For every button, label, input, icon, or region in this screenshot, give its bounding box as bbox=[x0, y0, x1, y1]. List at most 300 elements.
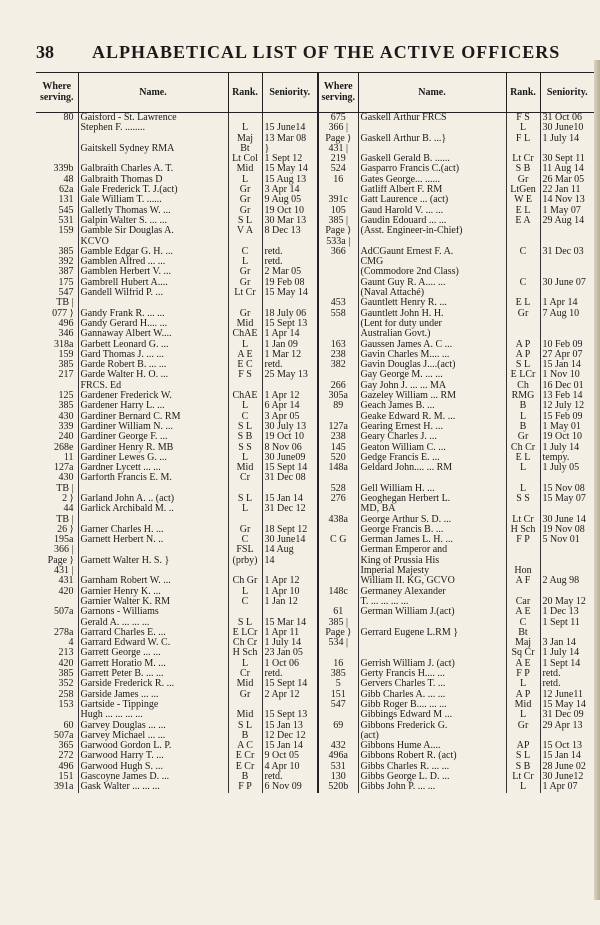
left-name-cell: Garwood Gordon L. P. bbox=[78, 741, 228, 751]
right-rank-cell: Ch bbox=[506, 381, 540, 391]
table-row bbox=[36, 309, 594, 319]
left-name-cell: FRCS. Ed bbox=[78, 381, 228, 391]
left-seniority-cell: 1 Apr 12 bbox=[262, 391, 318, 401]
right-seniority-cell bbox=[540, 566, 594, 576]
left-serving-cell: 339 bbox=[36, 422, 78, 432]
table-row bbox=[36, 669, 594, 679]
table-row bbox=[36, 154, 594, 164]
right-rank-cell: A P bbox=[506, 350, 540, 360]
col-header-seniority-left: Seniority. bbox=[262, 73, 318, 113]
table-row bbox=[36, 443, 594, 453]
left-name-cell: Hugh ... ... ... ... bbox=[78, 710, 228, 720]
left-seniority-cell: 2 Mar 05 bbox=[262, 267, 318, 277]
left-serving-cell bbox=[36, 123, 78, 133]
left-name-cell: Garrard Charles E. ... bbox=[78, 628, 228, 638]
left-serving-cell: 26 ⟩ bbox=[36, 525, 78, 535]
left-name-cell: Gaitskell Sydney RMA bbox=[78, 144, 228, 154]
left-seniority-cell: 15 Mar 14 bbox=[262, 618, 318, 628]
left-serving-cell: TB | bbox=[36, 515, 78, 525]
right-serving-cell: Page ⟩ bbox=[318, 628, 358, 638]
right-name-cell: German William J.(act) bbox=[358, 607, 506, 617]
left-serving-cell: TB | bbox=[36, 298, 78, 308]
right-name-cell: Gibbons Frederick G. bbox=[358, 721, 506, 731]
left-name-cell: Gannaway Albert W.... bbox=[78, 329, 228, 339]
right-rank-cell bbox=[506, 545, 540, 555]
right-name-cell: Gauntlett Henry R. ... bbox=[358, 298, 506, 308]
right-name-cell: Gaudin Edouard ... ... bbox=[358, 216, 506, 226]
right-rank-cell: F L bbox=[506, 134, 540, 144]
left-serving-cell: 531 bbox=[36, 216, 78, 226]
left-name-cell: Galpin Walter S. ... ... bbox=[78, 216, 228, 226]
right-serving-cell bbox=[318, 731, 358, 741]
right-seniority-cell: 16 Dec 01 bbox=[542, 380, 584, 391]
table-body bbox=[36, 113, 594, 793]
table-row bbox=[36, 123, 594, 133]
left-rank-cell: Gr bbox=[228, 278, 262, 288]
right-serving-cell: 385 | bbox=[318, 618, 358, 628]
right-rank-cell: A E bbox=[506, 607, 540, 617]
left-seniority-cell: retd. bbox=[262, 669, 318, 679]
left-serving-cell: 48 bbox=[36, 175, 78, 185]
right-name-cell: T. ... ... ... ... bbox=[358, 597, 506, 607]
table-row bbox=[36, 298, 594, 308]
table-row bbox=[36, 576, 594, 586]
right-name-cell bbox=[358, 237, 506, 247]
left-rank-cell bbox=[228, 484, 262, 494]
left-name-cell: Garrett Horatio M. ... bbox=[78, 659, 228, 669]
right-seniority-cell: 15 Nov 08 bbox=[542, 483, 585, 494]
left-serving-cell: 2 ⟩ bbox=[36, 494, 78, 504]
left-rank-cell: F P bbox=[228, 782, 262, 792]
left-name-cell: Gamble Edgar G. H. ... bbox=[78, 247, 228, 257]
right-seniority-cell: 30 June10 bbox=[542, 123, 584, 134]
right-serving-cell bbox=[318, 319, 358, 329]
table-row bbox=[36, 216, 594, 226]
left-rank-cell: S L bbox=[228, 618, 262, 628]
right-serving-cell: 238 bbox=[318, 432, 358, 442]
left-seniority-cell: 1 Apr 11 bbox=[262, 628, 318, 638]
left-serving-cell bbox=[36, 134, 78, 144]
right-seniority-cell: 1 Dec 13 bbox=[542, 607, 579, 618]
left-rank-cell: E LCr bbox=[228, 628, 262, 638]
left-name-cell: Gandell Wilfrid P. ... bbox=[78, 288, 228, 298]
left-rank-cell: Cr bbox=[228, 473, 262, 483]
left-serving-cell: 430 bbox=[36, 412, 78, 422]
left-name-cell: Garbett Leonard G. ... bbox=[78, 340, 228, 350]
right-name-cell: Gedge Francis E. ... bbox=[358, 453, 506, 463]
right-name-cell: Gaud Harold V. ... ... bbox=[358, 206, 506, 216]
right-name-cell: Gazeley William ... RM bbox=[358, 391, 506, 401]
right-rank-cell: Bt bbox=[506, 628, 540, 638]
right-seniority-cell: 30 Sept 11 bbox=[542, 154, 585, 165]
left-serving-cell: 60 bbox=[36, 721, 78, 731]
col-header-name-left: Name. bbox=[78, 73, 228, 113]
left-seniority-cell: 31 Dec 08 bbox=[262, 473, 318, 483]
left-rank-cell: Bt bbox=[228, 144, 262, 154]
left-seniority-cell bbox=[262, 113, 318, 124]
right-seniority-cell: 15 Jan 14 bbox=[542, 360, 581, 371]
table-row bbox=[36, 381, 594, 391]
table-row bbox=[36, 401, 594, 411]
right-name-cell: Gibb Charles A. ... ... bbox=[358, 690, 506, 700]
right-name-cell: Gibbs George L. D. ... bbox=[358, 772, 506, 782]
right-rank-cell: Car bbox=[506, 597, 540, 607]
right-name-cell: Gerrard Eugene L.RM } bbox=[358, 628, 506, 638]
left-name-cell bbox=[78, 566, 228, 576]
right-seniority-cell bbox=[540, 587, 594, 597]
left-seniority-cell bbox=[262, 298, 318, 308]
left-seniority-cell: 15 Jan 13 bbox=[262, 721, 318, 731]
table-row bbox=[36, 535, 594, 545]
left-rank-cell: S B bbox=[228, 432, 262, 442]
left-seniority-cell: 1 Mar 12 bbox=[262, 350, 318, 360]
right-serving-cell bbox=[318, 412, 358, 422]
left-serving-cell: 507a bbox=[36, 731, 78, 741]
left-name-cell: Gardner Lycett ... ... bbox=[78, 463, 228, 473]
left-serving-cell: 159 bbox=[36, 226, 78, 236]
right-serving-cell bbox=[318, 329, 358, 339]
right-serving-cell: 675 bbox=[318, 113, 358, 124]
right-name-cell: Geake Edward R. M. ... bbox=[358, 412, 506, 422]
right-seniority-cell: 1 July 14 bbox=[542, 648, 580, 659]
right-serving-cell: 127a bbox=[318, 422, 358, 432]
right-name-cell: (Asst. Engineer-in-Chief) bbox=[358, 226, 506, 236]
right-seniority-cell: 19 Nov 08 bbox=[542, 524, 585, 535]
right-rank-cell bbox=[506, 731, 540, 741]
left-name-cell: Garnier Walter K. RM bbox=[78, 597, 228, 607]
right-name-cell: Gasparro Francis C.(act) bbox=[358, 164, 506, 174]
left-serving-cell: Page ⟩ bbox=[36, 556, 78, 566]
table-row bbox=[36, 782, 594, 792]
right-seniority-cell: 30 June12 bbox=[542, 772, 584, 782]
right-rank-cell bbox=[506, 504, 540, 514]
right-rank-cell: L bbox=[506, 484, 540, 494]
left-name-cell: Gambrell Hubert A.... bbox=[78, 278, 228, 288]
right-serving-cell: 431 | bbox=[318, 144, 358, 154]
right-name-cell: German James L. H. ... bbox=[358, 535, 506, 545]
right-seniority-cell: 1 May 07 bbox=[542, 205, 581, 216]
table-row bbox=[36, 247, 594, 257]
left-rank-cell: C bbox=[228, 597, 262, 607]
left-name-cell: Gale William T. ...... bbox=[78, 195, 228, 205]
table-header-row bbox=[36, 73, 594, 113]
left-serving-cell: 392 bbox=[36, 257, 78, 267]
right-serving-cell bbox=[318, 185, 358, 195]
left-name-cell: Gardiner George F. ... bbox=[78, 432, 228, 442]
left-rank-cell: Mid bbox=[228, 164, 262, 174]
left-seniority-cell: 9 Oct 05 bbox=[262, 751, 318, 761]
col-header-serving-left: Where serving. bbox=[36, 73, 78, 113]
right-serving-cell: 547 bbox=[318, 700, 358, 710]
right-name-cell: Gervers Charles T. ... bbox=[358, 679, 506, 689]
left-rank-cell: Lt Col bbox=[228, 154, 262, 164]
left-seniority-cell: 1 Jan 09 bbox=[262, 340, 318, 350]
right-name-cell: Gay George M. ... ... bbox=[358, 370, 506, 380]
right-name-cell: Gay John J. ... ... MA bbox=[358, 381, 506, 391]
right-rank-cell: Maj bbox=[506, 638, 540, 648]
right-seniority-cell: 1 Nov 10 bbox=[542, 370, 580, 381]
right-name-cell: Gibbings Edward M ... bbox=[358, 710, 506, 720]
right-rank-cell bbox=[506, 267, 540, 277]
right-serving-cell: 105 bbox=[318, 206, 358, 216]
right-name-cell: Gibbons Robert R. (act) bbox=[358, 751, 506, 761]
right-seniority-cell: 1 Sept 14 bbox=[542, 658, 581, 669]
table-row bbox=[36, 267, 594, 277]
table-row bbox=[36, 329, 594, 339]
right-serving-cell: 366 bbox=[318, 247, 358, 257]
left-seniority-cell bbox=[262, 237, 318, 247]
left-serving-cell: 125 bbox=[36, 391, 78, 401]
right-name-cell: Gibbs John P. ... ... bbox=[358, 782, 506, 792]
right-name-cell: Geaton William C. ... bbox=[358, 443, 506, 453]
left-seniority-cell bbox=[262, 607, 318, 617]
right-seniority-cell: 1 July 14 bbox=[542, 133, 580, 144]
left-seniority-cell: 19 Feb 08 bbox=[262, 278, 318, 288]
right-name-cell: Gerrish William J. (act) bbox=[358, 659, 506, 669]
right-seniority-cell: retd. bbox=[542, 679, 561, 690]
left-seniority-cell: 1 Apr 12 bbox=[262, 576, 318, 586]
right-seniority-cell bbox=[540, 319, 594, 329]
right-seniority-cell bbox=[540, 504, 594, 514]
right-seniority-cell bbox=[540, 473, 594, 483]
table-row bbox=[36, 618, 594, 628]
table-row bbox=[36, 422, 594, 432]
right-serving-cell: 520b bbox=[318, 782, 358, 792]
left-seniority-cell: retd. bbox=[262, 247, 318, 257]
left-seniority-cell: 14 Aug bbox=[262, 545, 318, 555]
right-rank-cell: H Sch bbox=[506, 525, 540, 535]
right-seniority-cell: 15 May 07 bbox=[542, 493, 586, 504]
table-row bbox=[36, 319, 594, 329]
right-seniority-cell: 13 Feb 14 bbox=[542, 391, 583, 402]
table-row bbox=[36, 288, 594, 298]
left-name-cell: Gaisford - St. Lawrence bbox=[78, 113, 228, 124]
right-seniority-cell: 30 June 14 bbox=[542, 514, 586, 525]
left-seniority-cell: 12 Dec 12 bbox=[262, 731, 318, 741]
left-seniority-cell: 15 Jan 14 bbox=[262, 741, 318, 751]
right-serving-cell: 148a bbox=[318, 463, 358, 473]
left-serving-cell: 385 bbox=[36, 669, 78, 679]
right-seniority-cell: 1 Sept 11 bbox=[542, 617, 580, 628]
left-seniority-cell: 1 Sept 12 bbox=[262, 154, 318, 164]
right-serving-cell: 145 bbox=[318, 443, 358, 453]
right-rank-cell: W E bbox=[506, 195, 540, 205]
left-rank-cell: ChAE bbox=[228, 329, 262, 339]
right-rank-cell: B bbox=[506, 422, 540, 432]
left-serving-cell: 272 bbox=[36, 751, 78, 761]
left-serving-cell: 151 bbox=[36, 772, 78, 782]
left-name-cell: Garrett Peter B. ... ... bbox=[78, 669, 228, 679]
left-serving-cell bbox=[36, 597, 78, 607]
left-name-cell: Garside James ... ... bbox=[78, 690, 228, 700]
right-seniority-cell: 2 Aug 98 bbox=[542, 576, 580, 587]
right-rank-cell: C bbox=[506, 618, 540, 628]
table-row bbox=[36, 370, 594, 380]
left-name-cell: Garwood Harry T. ... bbox=[78, 751, 228, 761]
left-seniority-cell bbox=[262, 484, 318, 494]
col-header-name-right: Name. bbox=[358, 73, 506, 113]
table-row bbox=[36, 545, 594, 555]
right-seniority-cell bbox=[540, 267, 594, 277]
table-row bbox=[36, 751, 594, 761]
right-name-cell bbox=[358, 648, 506, 658]
right-name-cell: George Arthur S. D. ... bbox=[358, 515, 506, 525]
table-row bbox=[36, 648, 594, 658]
left-rank-cell: Gr bbox=[228, 206, 262, 216]
left-rank-cell: FSL bbox=[228, 545, 262, 555]
left-seniority-cell: 14 bbox=[262, 556, 318, 566]
right-rank-cell: AP bbox=[506, 741, 540, 751]
left-rank-cell: C bbox=[228, 535, 262, 545]
left-name-cell: Galbraith Thomas D bbox=[78, 175, 228, 185]
right-rank-cell: A E bbox=[506, 659, 540, 669]
left-name-cell: Garner Charles H. ... bbox=[78, 525, 228, 535]
right-rank-cell: S B bbox=[506, 164, 540, 174]
right-serving-cell bbox=[318, 545, 358, 555]
right-serving-cell bbox=[318, 473, 358, 483]
left-serving-cell: 318a bbox=[36, 340, 78, 350]
right-rank-cell: Mid bbox=[506, 700, 540, 710]
table-row bbox=[36, 690, 594, 700]
left-serving-cell: 385 bbox=[36, 247, 78, 257]
left-rank-cell: L bbox=[228, 504, 262, 514]
right-name-cell: George Francis B. ... bbox=[358, 525, 506, 535]
left-rank-cell bbox=[228, 113, 262, 124]
right-name-cell: German Emperor and bbox=[358, 545, 506, 555]
right-seniority-cell: 1 July 05 bbox=[542, 463, 580, 474]
left-rank-cell: Ch Gr bbox=[228, 576, 262, 586]
left-rank-cell: Maj bbox=[228, 134, 262, 144]
table-row bbox=[36, 504, 594, 514]
left-rank-cell bbox=[228, 298, 262, 308]
left-serving-cell: 420 bbox=[36, 587, 78, 597]
right-serving-cell: 130 bbox=[318, 772, 358, 782]
table-row bbox=[36, 360, 594, 370]
right-serving-cell: 16 bbox=[318, 659, 358, 669]
left-rank-cell: Gr bbox=[228, 195, 262, 205]
left-name-cell: Gamblen Herbert V. ... bbox=[78, 267, 228, 277]
right-name-cell bbox=[358, 123, 506, 133]
left-seniority-cell: 3 Apr 05 bbox=[262, 412, 318, 422]
right-rank-cell: RMG bbox=[506, 391, 540, 401]
right-serving-cell: 163 bbox=[318, 340, 358, 350]
table-row bbox=[36, 638, 594, 648]
right-rank-cell: Gr bbox=[506, 721, 540, 731]
table-row bbox=[36, 453, 594, 463]
left-serving-cell: 077 ⟩ bbox=[36, 309, 78, 319]
left-name-cell: Garvey Michael ... ... bbox=[78, 731, 228, 741]
left-name-cell bbox=[78, 515, 228, 525]
left-seniority-cell: 25 May 13 bbox=[262, 370, 318, 380]
right-seniority-cell bbox=[540, 226, 594, 236]
left-name-cell: Gandy Gerard H.... ... bbox=[78, 319, 228, 329]
left-name-cell: Galletly Thomas W. ... bbox=[78, 206, 228, 216]
right-rank-cell: S L bbox=[506, 360, 540, 370]
right-name-cell: Gerty Francis H.... ... bbox=[358, 669, 506, 679]
right-seniority-cell bbox=[540, 257, 594, 267]
left-seniority-cell: 6 Apr 14 bbox=[262, 401, 318, 411]
right-seniority-cell: 15 May 14 bbox=[542, 699, 586, 710]
right-rank-cell: Hon bbox=[506, 566, 540, 576]
left-name-cell: Garde Walter H. O. ... bbox=[78, 370, 228, 380]
table-row bbox=[36, 494, 594, 504]
left-name-cell: Garland John A. .. (act) bbox=[78, 494, 228, 504]
left-name-cell: Garrett George ... ... bbox=[78, 648, 228, 658]
table-row bbox=[36, 566, 594, 576]
right-rank-cell: F P bbox=[506, 535, 540, 545]
left-rank-cell: Mid bbox=[228, 319, 262, 329]
left-seniority-cell: } bbox=[262, 144, 318, 154]
left-rank-cell: Mid bbox=[228, 463, 262, 473]
table-row bbox=[36, 762, 594, 772]
left-seniority-cell: 30 June14 bbox=[262, 535, 318, 545]
right-rank-cell: S L bbox=[506, 751, 540, 761]
left-rank-cell: L bbox=[228, 257, 262, 267]
col-header-seniority-right: Seniority. bbox=[540, 73, 594, 113]
right-name-cell: Gates George... ...... bbox=[358, 175, 506, 185]
left-rank-cell bbox=[228, 566, 262, 576]
left-rank-cell: S L bbox=[228, 422, 262, 432]
left-name-cell: Garnett Herbert N. .. bbox=[78, 535, 228, 545]
right-seniority-cell: 10 Feb 09 bbox=[542, 339, 583, 350]
left-name-cell bbox=[78, 545, 228, 555]
right-serving-cell: 238 bbox=[318, 350, 358, 360]
right-rank-cell: S B bbox=[506, 762, 540, 772]
right-serving-cell: 528 bbox=[318, 484, 358, 494]
left-serving-cell: 430 bbox=[36, 473, 78, 483]
left-seniority-cell: retd. bbox=[262, 772, 318, 782]
right-rank-cell: Gr bbox=[506, 309, 540, 319]
right-rank-cell: L bbox=[506, 782, 540, 792]
left-rank-cell: E Cr bbox=[228, 751, 262, 761]
right-seniority-cell: retd. bbox=[542, 669, 561, 680]
left-name-cell: Gartside - Tippinge bbox=[78, 700, 228, 710]
left-rank-cell: E C bbox=[228, 360, 262, 370]
right-rank-cell: Lt Cr bbox=[506, 154, 540, 164]
left-serving-cell bbox=[36, 710, 78, 720]
right-serving-cell: 276 bbox=[318, 494, 358, 504]
left-seniority-cell: 19 Oct 10 bbox=[262, 206, 318, 216]
right-rank-cell: E L bbox=[506, 298, 540, 308]
right-serving-cell: Page ⟩ bbox=[318, 134, 358, 144]
left-seniority-cell: 15 Jan 14 bbox=[262, 494, 318, 504]
right-rank-cell: C bbox=[506, 247, 540, 257]
right-seniority-cell bbox=[540, 144, 594, 154]
right-serving-cell bbox=[318, 556, 358, 566]
right-seniority-cell: 15 Jan 14 bbox=[542, 751, 581, 762]
left-rank-cell: S L bbox=[228, 216, 262, 226]
left-seniority-cell: 9 Aug 05 bbox=[262, 195, 318, 205]
table-row bbox=[36, 731, 594, 741]
right-serving-cell: 534 | bbox=[318, 638, 358, 648]
table-row bbox=[36, 515, 594, 525]
left-seniority-cell: 3 Apr 14 bbox=[262, 185, 318, 195]
left-name-cell: Gardiner William N. ... bbox=[78, 422, 228, 432]
left-serving-cell: 217 bbox=[36, 370, 78, 380]
table-row bbox=[36, 679, 594, 689]
left-rank-cell: C bbox=[228, 247, 262, 257]
right-seniority-cell: 1 May 01 bbox=[542, 421, 581, 432]
left-seniority-cell: 2 Apr 12 bbox=[262, 690, 318, 700]
left-name-cell: Gardiner Henry R. MB bbox=[78, 443, 228, 453]
right-seniority-cell: tempy. bbox=[542, 452, 570, 463]
page-edge bbox=[594, 60, 600, 900]
left-rank-cell bbox=[228, 607, 262, 617]
table-row bbox=[36, 772, 594, 782]
left-rank-cell bbox=[228, 515, 262, 525]
right-name-cell: Australian Govt.) bbox=[358, 329, 506, 339]
right-rank-cell bbox=[506, 257, 540, 267]
